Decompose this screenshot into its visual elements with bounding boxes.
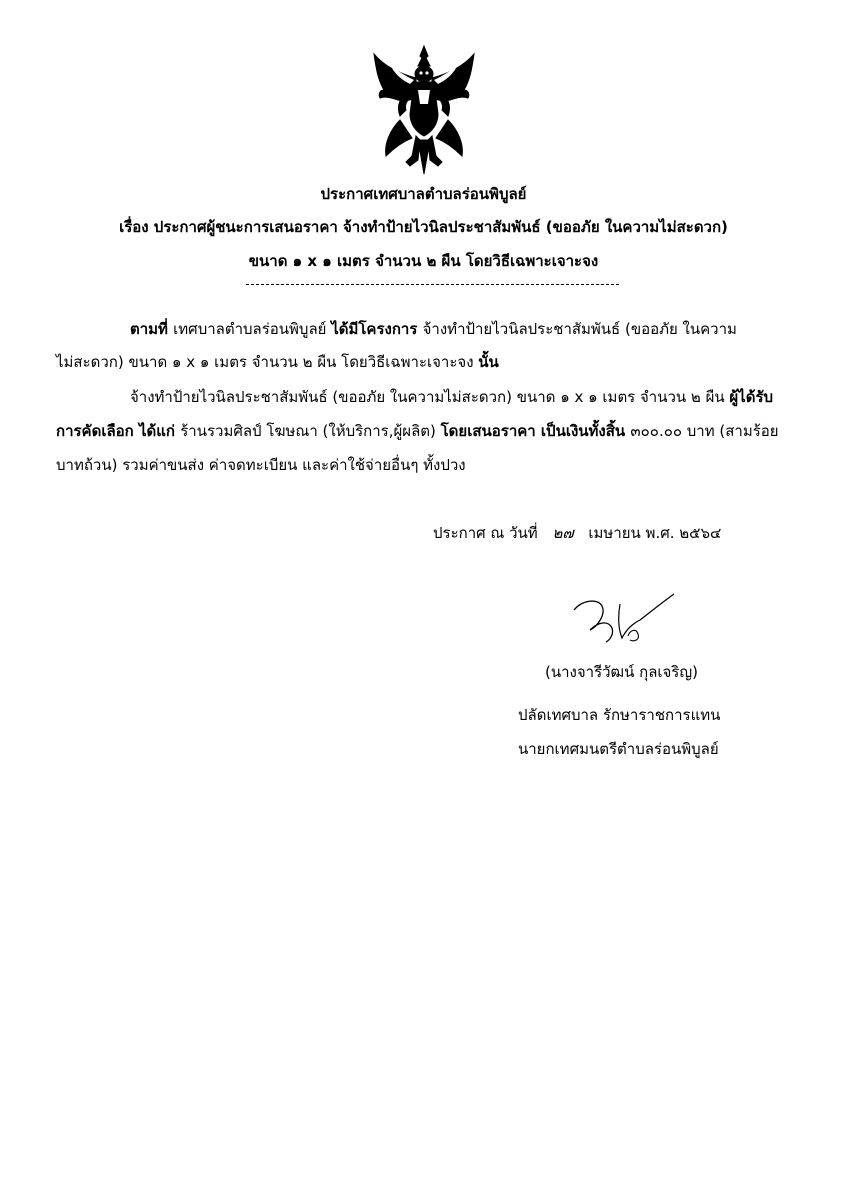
- paragraph-2-line-3: [56, 455, 466, 475]
- date-prefix: ประกาศ ณ วันที่: [433, 524, 538, 542]
- paragraph-2-line-2: [56, 421, 779, 441]
- separator-line: [246, 284, 619, 285]
- signer-position-1: ปลัดเทศบาล รักษาราชการแทน: [518, 706, 721, 724]
- text-fragment: เป็นเงินทั้งสิ้น: [540, 422, 631, 440]
- text-fragment: ได้มีโครงการ: [331, 320, 423, 338]
- announcement-date: [433, 523, 721, 543]
- signer-position-2: นายกเทศมนตรีตำบลร่อนพิบูลย์: [518, 740, 719, 758]
- text-fragment: ๓๐๐.๐๐ บาท (สามร้อย: [630, 422, 779, 440]
- date-month-year: เมษายน พ.ศ. ๒๕๖๔: [588, 524, 722, 542]
- paragraph-1-line-2: [56, 352, 499, 372]
- garuda-emblem-icon: [370, 44, 478, 176]
- text-fragment: การคัดเลือก ได้แก่: [56, 422, 181, 440]
- paragraph-1-line-1: [130, 319, 737, 339]
- text-fragment: เทศบาลตำบลร่อนพิบูลย์: [173, 320, 332, 338]
- text-fragment: บาทถ้วน) รวมค่าขนส่ง ค่าจดทะเบียน และค่าใช้จ่ายอื่นๆ ทั้งปวง: [56, 456, 466, 474]
- signature-icon: [568, 590, 678, 650]
- date-day: ๒๗: [552, 524, 574, 542]
- text-fragment: ผู้ได้รับ: [729, 388, 774, 406]
- text-fragment: ร้านรวมศิลป์ โฆษณา (ให้บริการ,ผู้ผลิต): [180, 422, 441, 440]
- text-fragment: ไม่สะดวก) ขนาด ๑ x ๑ เมตร จำนวน ๒ ผืน โดยวิธีเฉพาะเจาะจง: [56, 353, 479, 371]
- subject-line: เรื่อง ประกาศผู้ชนะการเสนอราคา จ้างทำป้ายไวนิลประชาสัมพันธ์ (ขออภัย ในความไม่สะดวก): [119, 218, 728, 236]
- subject-line-2: ขนาด ๑ x ๑ เมตร จำนวน ๒ ผืน โดยวิธีเฉพาะเจาะจง: [248, 252, 599, 270]
- paragraph-2-line-1: [130, 387, 773, 407]
- organization-title: ประกาศเทศบาลตำบลร่อนพิบูลย์: [320, 185, 527, 203]
- text-fragment: ตามที่: [130, 320, 174, 338]
- text-fragment: โดยเสนอราคา: [440, 422, 541, 440]
- text-fragment: จ้างทำป้ายไวนิลประชาสัมพันธ์ (ขออภัย ในความ: [422, 320, 737, 338]
- signer-name: (นางจารีวัฒน์ กุลเจริญ): [545, 663, 698, 681]
- text-fragment: จ้างทำป้ายไวนิลประชาสัมพันธ์ (ขออภัย ในความไม่สะดวก) ขนาด ๑ x ๑ เมตร จำนวน ๒ ผืน: [130, 388, 730, 406]
- text-fragment: นั้น: [478, 353, 499, 371]
